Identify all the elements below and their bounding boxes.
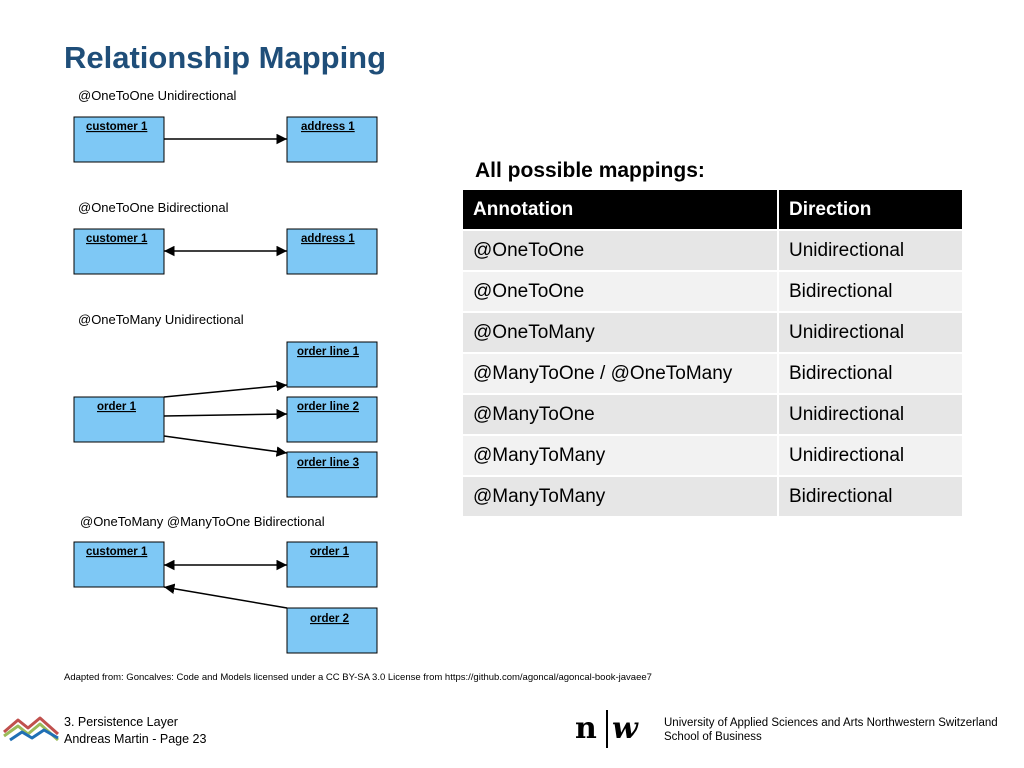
footer-section: 3. Persistence Layer xyxy=(64,715,178,729)
footer-author-page: Andreas Martin - Page 23 xyxy=(64,732,207,746)
section-4-source-label: customer 1 xyxy=(86,546,148,558)
relationship-diagram xyxy=(60,84,390,659)
direction-cell: Unidirectional xyxy=(778,312,963,353)
section-3-arrow-2 xyxy=(164,414,287,416)
section-2-target-label-1: address 1 xyxy=(301,233,355,245)
table-row xyxy=(463,271,963,312)
table-row xyxy=(463,435,963,476)
section-3-label: @OneToMany Unidirectional xyxy=(78,312,244,327)
annotation-cell: @ManyToOne / @OneToMany xyxy=(463,353,778,394)
direction-cell: Bidirectional xyxy=(778,476,963,517)
annotation-cell: @OneToMany xyxy=(463,312,778,353)
section-2-label: @OneToOne Bidirectional xyxy=(78,200,229,215)
table-row xyxy=(463,476,963,517)
section-4-target-label-1: order 1 xyxy=(310,546,349,558)
section-3-arrow-3 xyxy=(164,436,287,453)
section-1-source-label: customer 1 xyxy=(86,121,148,133)
section-3-target-label-2: order line 2 xyxy=(297,401,359,413)
table-row xyxy=(463,394,963,435)
table-row xyxy=(463,230,963,271)
section-3-source-label: order 1 xyxy=(97,401,136,413)
section-3-arrow-1 xyxy=(164,385,287,397)
footer xyxy=(64,714,206,748)
section-1-label: @OneToOne Unidirectional xyxy=(78,88,237,103)
table-row xyxy=(463,312,963,353)
section-4-label: @OneToMany @ManyToOne Bidirectional xyxy=(80,514,325,529)
fhnw-mountain-logo-icon xyxy=(0,712,62,742)
institution-line-1: University of Applied Sciences and Arts Northwestern Switzerland xyxy=(664,717,998,729)
direction-cell: Unidirectional xyxy=(778,435,963,476)
column-header-annotation: Annotation xyxy=(463,190,778,230)
annotation-cell: @OneToOne xyxy=(463,230,778,271)
direction-cell: Unidirectional xyxy=(778,230,963,271)
direction-cell: Bidirectional xyxy=(778,271,963,312)
svg-text:n: n xyxy=(575,711,597,746)
annotation-cell: @ManyToOne xyxy=(463,394,778,435)
column-header-direction: Direction xyxy=(778,190,963,230)
section-3-target-label-3: order line 3 xyxy=(297,457,359,469)
table-header-row xyxy=(463,190,963,230)
annotation-cell: @ManyToMany xyxy=(463,476,778,517)
attribution-text: Adapted from: Goncalves: Code and Models licensed under a CC BY-SA 3.0 License from https://github.com/agoncal/agoncal-book-javaee7 xyxy=(64,672,652,683)
nw-logo-icon xyxy=(575,706,650,750)
mappings-table xyxy=(463,190,964,518)
section-3-target-label-1: order line 1 xyxy=(297,346,359,358)
table-row xyxy=(463,353,963,394)
section-4-target-label-2: order 2 xyxy=(310,613,349,625)
direction-cell: Bidirectional xyxy=(778,353,963,394)
annotation-cell: @ManyToMany xyxy=(463,435,778,476)
institution-name xyxy=(664,716,998,744)
page-title: Relationship Mapping xyxy=(64,40,387,75)
section-2-source-label: customer 1 xyxy=(86,233,148,245)
section-1-target-label-1: address 1 xyxy=(301,121,355,133)
mappings-heading: All possible mappings: xyxy=(475,159,705,182)
section-4-arrow-2 xyxy=(164,587,287,608)
direction-cell: Unidirectional xyxy=(778,394,963,435)
annotation-cell: @OneToOne xyxy=(463,271,778,312)
institution-line-2: School of Business xyxy=(664,731,762,743)
svg-text:w: w xyxy=(612,711,638,746)
